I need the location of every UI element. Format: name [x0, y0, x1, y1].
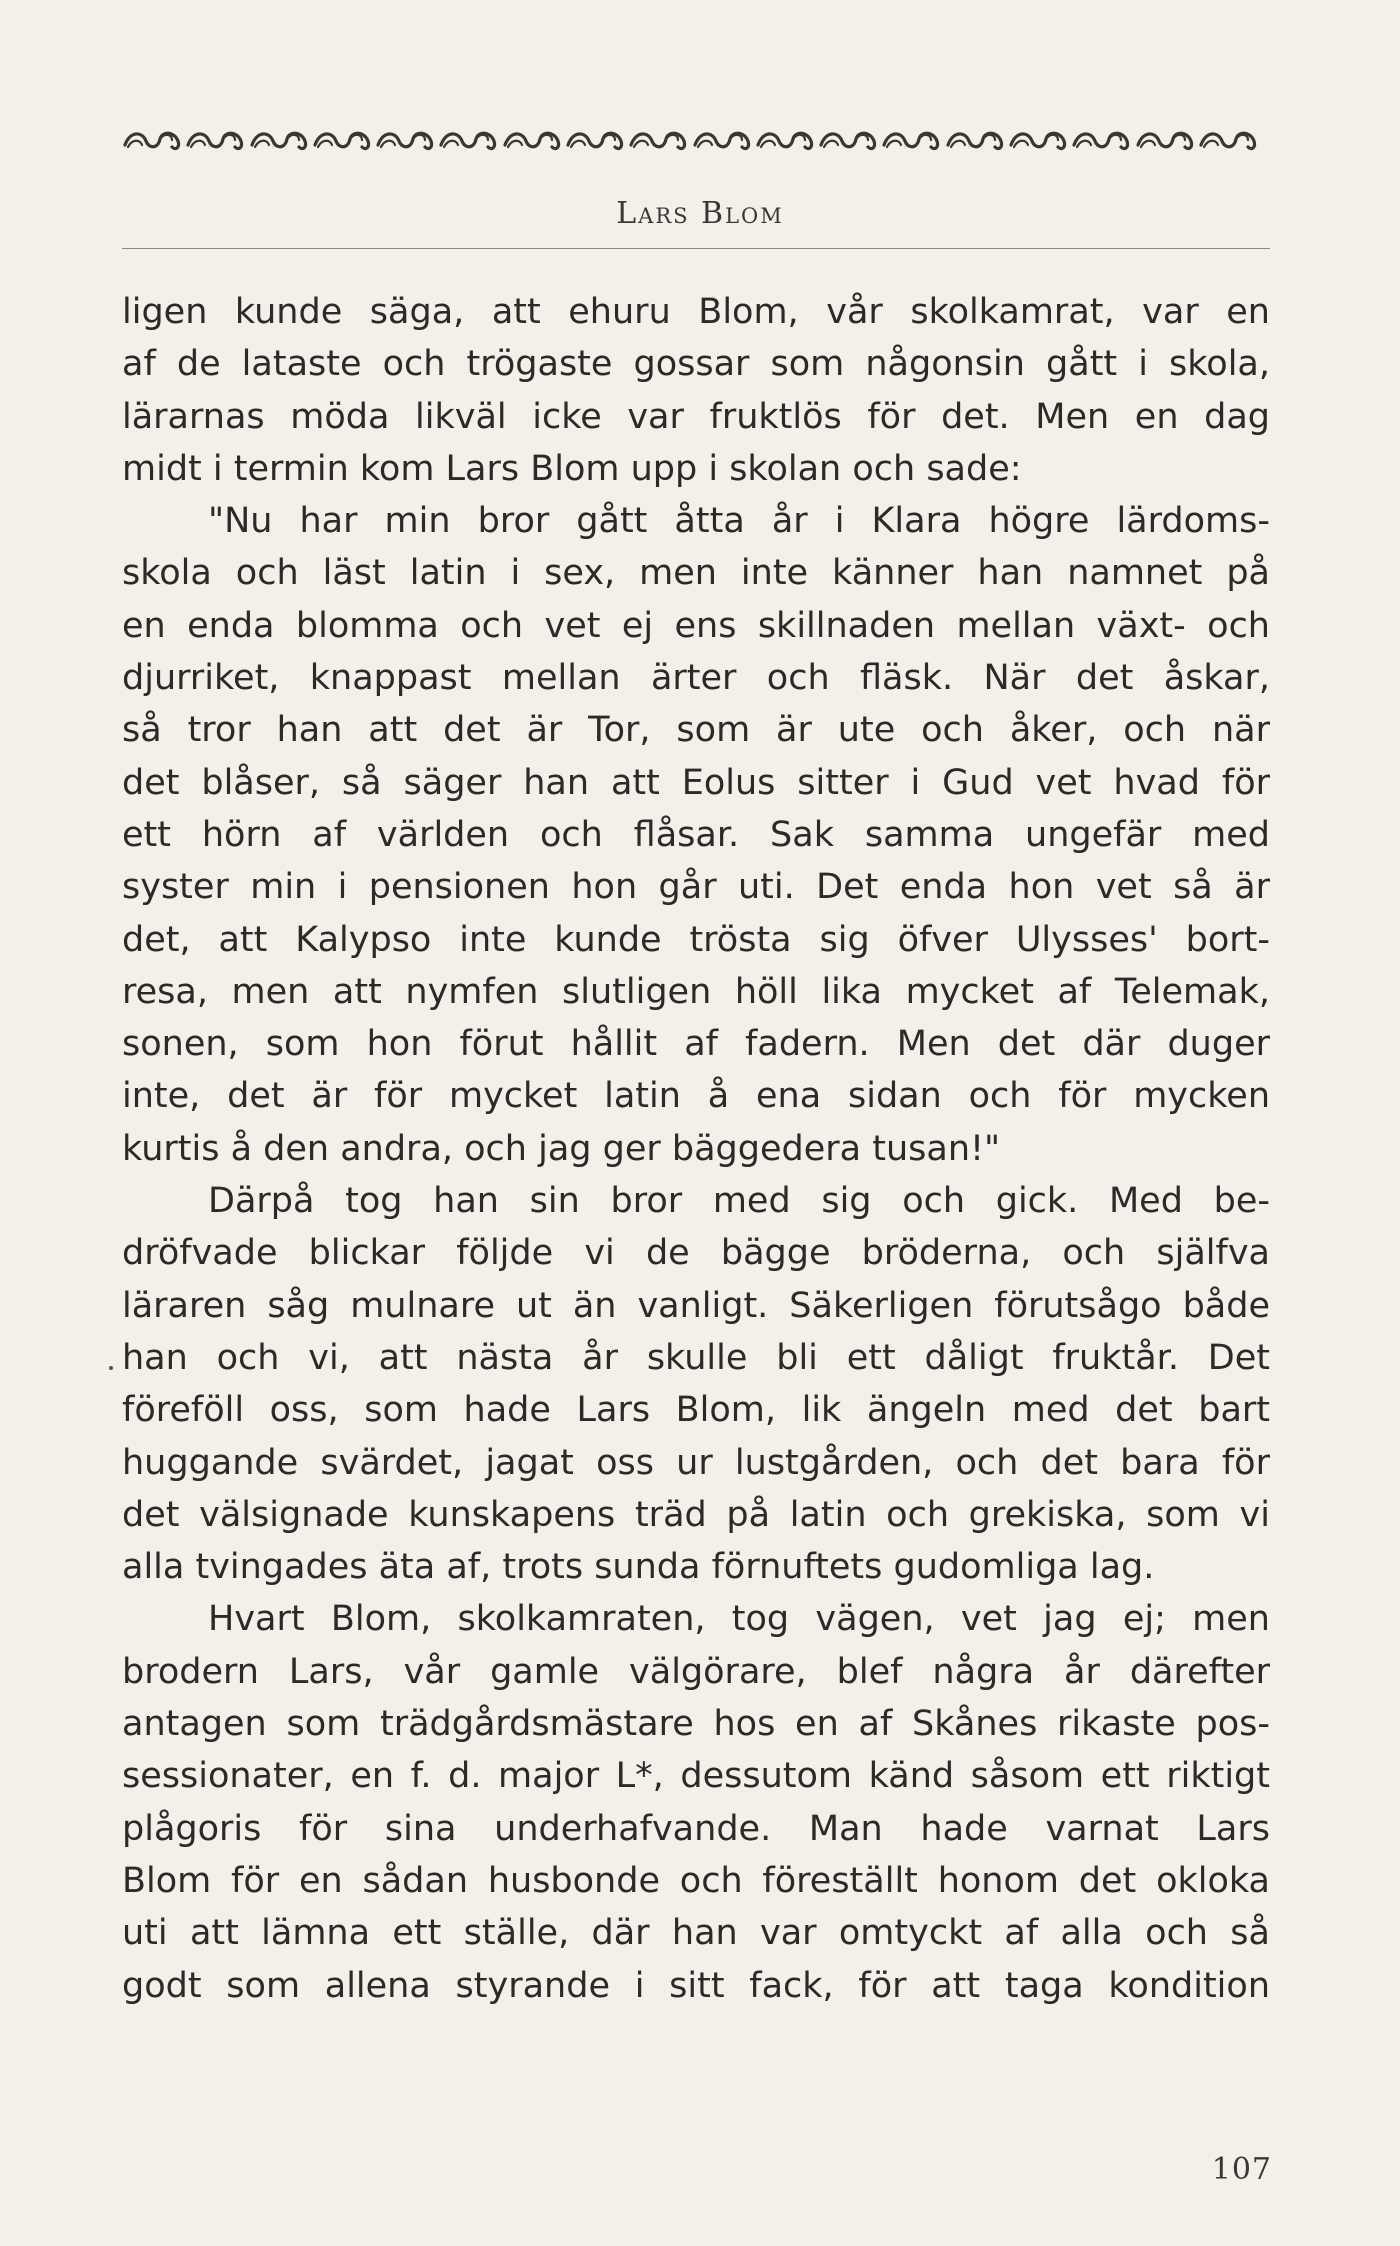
- text-line: det blåser, så säger han att Eolus sitter i Gud vet hvad för: [122, 762, 1270, 803]
- scroll-ornament-icon: [1008, 125, 1070, 155]
- text-line: lärarnas möda likväl icke var fruktlös för det. Men en dag: [122, 396, 1270, 437]
- body-text: [122, 286, 1270, 2012]
- scroll-ornament-icon: [312, 125, 374, 155]
- text-line: föreföll oss, som hade Lars Blom, lik ängeln med det bart: [122, 1390, 1270, 1431]
- text-line: han och vi, att nästa år skulle bli ett dåligt fruktår. Det: [122, 1337, 1270, 1378]
- scroll-ornament-icon: [628, 125, 690, 155]
- scroll-ornament-icon: [1071, 125, 1133, 155]
- text-line: antagen som trädgårdsmästare hos en af Skånes rikaste pos-: [122, 1704, 1270, 1745]
- text-line: en enda blomma och vet ej ens skillnaden mellan växt- och: [122, 605, 1270, 646]
- text-line: sessionater, en f. d. major L*, dessutom känd såsom ett riktigt: [122, 1756, 1270, 1797]
- text-line: af de lataste och trögaste gossar som någonsin gått i skola,: [122, 344, 1270, 385]
- text-line: brodern Lars, vår gamle välgörare, blef några år därefter: [122, 1651, 1270, 1692]
- scroll-ornament-icon: [1135, 125, 1197, 155]
- scroll-ornament-icon: [818, 125, 880, 155]
- text-line: syster min i pensionen hon går uti. Det enda hon vet så är: [122, 867, 1270, 908]
- header-rule: [122, 248, 1270, 249]
- text-line: skola och läst latin i sex, men inte känner han namnet på: [122, 553, 1270, 594]
- text-line: plågoris för sina underhafvande. Man hade varnat Lars: [122, 1808, 1270, 1849]
- text-line: ligen kunde säga, att ehuru Blom, vår skolkamrat, var en: [122, 292, 1270, 332]
- running-head-title: Lars Blom: [616, 196, 784, 231]
- text-line: Hvart Blom, skolkamraten, tog vägen, vet jag ej; men: [208, 1599, 1270, 1640]
- scroll-ornament-icon: [565, 125, 627, 155]
- text-line: resa, men att nymfen slutligen höll lika mycket af Telemak,: [122, 971, 1270, 1012]
- text-line: sonen, som hon förut hållit af fadern. Men det där duger: [122, 1024, 1270, 1065]
- text-line: det, att Kalypso inte kunde trösta sig öfver Ulysses' bort-: [122, 919, 1270, 960]
- scroll-ornament-icon: [945, 125, 1007, 155]
- header-ornament-band: [122, 118, 1260, 162]
- text-line: Blom för en sådan husbonde och föreställt honom det okloka: [122, 1860, 1270, 1901]
- margin-speck: [109, 1366, 113, 1370]
- text-line: godt som allena styrande i sitt fack, för att taga kondition: [122, 1965, 1270, 2006]
- scroll-ornament-icon: [755, 125, 817, 155]
- text-line: läraren såg mulnare ut än vanligt. Säkerligen förutsågo både: [122, 1285, 1270, 1326]
- scroll-ornament-icon: [502, 125, 564, 155]
- text-line: "Nu har min bror gått åtta år i Klara högre lärdoms-: [208, 501, 1270, 542]
- scroll-ornament-icon: [249, 125, 311, 155]
- scroll-ornament-icon: [692, 125, 754, 155]
- text-line: inte, det är för mycket latin å ena sidan och för mycken: [122, 1076, 1270, 1117]
- page-number: 107: [1211, 2152, 1272, 2187]
- text-line: djurriket, knappast mellan ärter och fläsk. När det åskar,: [122, 658, 1270, 699]
- scroll-ornament-icon: [1198, 125, 1260, 155]
- scroll-ornament-icon: [375, 125, 437, 155]
- text-line: det välsignade kunskapens träd på latin och grekiska, som vi: [122, 1494, 1270, 1535]
- text-line: midt i termin kom Lars Blom upp i skolan och sade:: [122, 448, 1022, 489]
- text-line: dröfvade blickar följde vi de bägge bröderna, och själfva: [122, 1233, 1270, 1274]
- scroll-ornament-icon: [185, 125, 247, 155]
- text-line: ett hörn af världen och flåsar. Sak samma ungefär med: [122, 814, 1270, 855]
- scroll-ornament-icon: [122, 125, 184, 155]
- text-line: alla tvingades äta af, trots sunda förnuftets gudomliga lag.: [122, 1547, 1155, 1588]
- text-line: uti att lämna ett ställe, där han var omtyckt af alla och så: [122, 1913, 1270, 1954]
- scroll-ornament-icon: [438, 125, 500, 155]
- text-line: kurtis å den andra, och jag ger bäggedera tusan!": [122, 1128, 1001, 1169]
- text-line: så tror han att det är Tor, som är ute och åker, och när: [122, 710, 1270, 751]
- text-line: huggande svärdet, jagat oss ur lustgården, och det bara för: [122, 1442, 1270, 1483]
- text-line: Därpå tog han sin bror med sig och gick. Med be-: [208, 1181, 1270, 1222]
- scroll-ornament-icon: [881, 125, 943, 155]
